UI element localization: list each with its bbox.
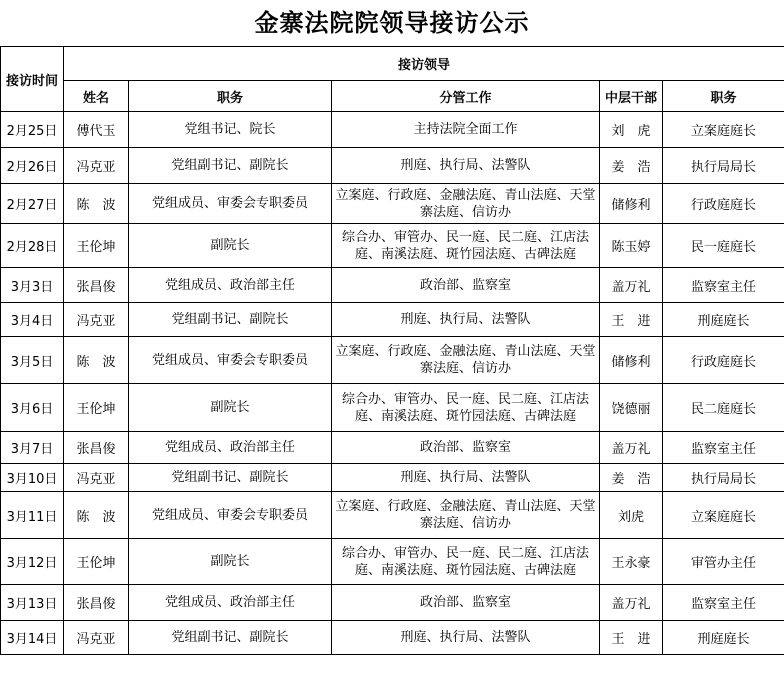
cell-work: 刑庭、执行局、法警队 xyxy=(332,621,600,655)
cell-cadre-duty: 刑庭庭长 xyxy=(663,621,784,655)
cell-cadre-duty: 执行局局长 xyxy=(663,464,784,492)
reception-table xyxy=(0,46,784,655)
cell-name: 冯克亚 xyxy=(64,464,129,492)
cell-date: 3月3日 xyxy=(1,268,64,303)
cell-work: 主持法院全面工作 xyxy=(332,112,600,148)
cell-cadre-duty: 立案庭庭长 xyxy=(663,112,784,148)
cell-cadre: 姜 浩 xyxy=(600,148,663,184)
cell-duty: 党组副书记、副院长 xyxy=(129,621,332,655)
cell-date: 3月13日 xyxy=(1,585,64,621)
cell-cadre: 盖万礼 xyxy=(600,585,663,621)
cell-name: 张昌俊 xyxy=(64,268,129,303)
cell-work: 立案庭、行政庭、金融法庭、青山法庭、天堂寨法庭、信访办 xyxy=(332,492,600,539)
table-row xyxy=(1,224,784,268)
cell-name: 王伦坤 xyxy=(64,539,129,585)
cell-cadre: 储修利 xyxy=(600,337,663,384)
header-time: 接访时间 xyxy=(1,47,64,112)
table-row xyxy=(1,303,784,337)
cell-duty: 党组成员、审委会专职委员 xyxy=(129,337,332,384)
table-row xyxy=(1,184,784,224)
cell-cadre-duty: 民二庭庭长 xyxy=(663,384,784,432)
header-name: 姓名 xyxy=(64,81,129,112)
cell-work: 立案庭、行政庭、金融法庭、青山法庭、天堂寨法庭、信访办 xyxy=(332,337,600,384)
cell-work: 刑庭、执行局、法警队 xyxy=(332,303,600,337)
cell-cadre: 饶德丽 xyxy=(600,384,663,432)
cell-cadre-duty: 监察室主任 xyxy=(663,268,784,303)
cell-duty: 党组成员、政治部主任 xyxy=(129,585,332,621)
cell-work: 刑庭、执行局、法警队 xyxy=(332,148,600,184)
cell-date: 3月6日 xyxy=(1,384,64,432)
table-row xyxy=(1,384,784,432)
cell-duty: 党组成员、政治部主任 xyxy=(129,432,332,464)
cell-date: 2月25日 xyxy=(1,112,64,148)
cell-cadre: 刘 虎 xyxy=(600,112,663,148)
cell-date: 2月28日 xyxy=(1,224,64,268)
cell-duty: 党组成员、审委会专职委员 xyxy=(129,492,332,539)
cell-cadre-duty: 行政庭庭长 xyxy=(663,337,784,384)
cell-date: 2月27日 xyxy=(1,184,64,224)
cell-duty: 党组副书记、副院长 xyxy=(129,148,332,184)
cell-duty: 党组副书记、副院长 xyxy=(129,303,332,337)
table-row xyxy=(1,621,784,655)
cell-name: 冯克亚 xyxy=(64,621,129,655)
cell-cadre-duty: 行政庭庭长 xyxy=(663,184,784,224)
cell-cadre-duty: 监察室主任 xyxy=(663,585,784,621)
cell-cadre: 姜 浩 xyxy=(600,464,663,492)
cell-work: 政治部、监察室 xyxy=(332,585,600,621)
table-row xyxy=(1,432,784,464)
cell-work: 立案庭、行政庭、金融法庭、青山法庭、天堂寨法庭、信访办 xyxy=(332,184,600,224)
table-row xyxy=(1,492,784,539)
table-row xyxy=(1,464,784,492)
table-row xyxy=(1,148,784,184)
table-row xyxy=(1,539,784,585)
cell-cadre-duty: 审管办主任 xyxy=(663,539,784,585)
cell-duty: 副院长 xyxy=(129,384,332,432)
cell-work: 政治部、监察室 xyxy=(332,432,600,464)
cell-cadre: 盖万礼 xyxy=(600,268,663,303)
header-duty: 职务 xyxy=(129,81,332,112)
cell-cadre-duty: 立案庭庭长 xyxy=(663,492,784,539)
cell-name: 冯克亚 xyxy=(64,148,129,184)
cell-cadre-duty: 民一庭庭长 xyxy=(663,224,784,268)
table-row xyxy=(1,337,784,384)
cell-name: 陈 波 xyxy=(64,337,129,384)
cell-cadre: 陈玉婷 xyxy=(600,224,663,268)
cell-date: 3月5日 xyxy=(1,337,64,384)
table-row xyxy=(1,112,784,148)
cell-date: 2月26日 xyxy=(1,148,64,184)
cell-work: 综合办、审管办、民一庭、民二庭、江店法庭、南溪法庭、斑竹园法庭、古碑法庭 xyxy=(332,224,600,268)
cell-cadre: 储修利 xyxy=(600,184,663,224)
header-leader-group: 接访领导 xyxy=(64,47,784,81)
cell-duty: 副院长 xyxy=(129,224,332,268)
cell-cadre: 盖万礼 xyxy=(600,432,663,464)
cell-date: 3月10日 xyxy=(1,464,64,492)
cell-cadre: 王 进 xyxy=(600,303,663,337)
cell-cadre: 王永豪 xyxy=(600,539,663,585)
cell-date: 3月12日 xyxy=(1,539,64,585)
cell-name: 冯克亚 xyxy=(64,303,129,337)
cell-cadre-duty: 执行局局长 xyxy=(663,148,784,184)
cell-name: 傅代玉 xyxy=(64,112,129,148)
cell-date: 3月14日 xyxy=(1,621,64,655)
cell-name: 陈 波 xyxy=(64,184,129,224)
cell-work: 综合办、审管办、民一庭、民二庭、江店法庭、南溪法庭、斑竹园法庭、古碑法庭 xyxy=(332,539,600,585)
cell-date: 3月7日 xyxy=(1,432,64,464)
table-row xyxy=(1,585,784,621)
cell-cadre-duty: 监察室主任 xyxy=(663,432,784,464)
cell-work: 刑庭、执行局、法警队 xyxy=(332,464,600,492)
cell-duty: 副院长 xyxy=(129,539,332,585)
cell-work: 综合办、审管办、民一庭、民二庭、江店法庭、南溪法庭、斑竹园法庭、古碑法庭 xyxy=(332,384,600,432)
header-work: 分管工作 xyxy=(332,81,600,112)
table-row xyxy=(1,268,784,303)
cell-name: 张昌俊 xyxy=(64,585,129,621)
cell-name: 张昌俊 xyxy=(64,432,129,464)
cell-name: 王伦坤 xyxy=(64,384,129,432)
cell-cadre: 王 进 xyxy=(600,621,663,655)
cell-duty: 党组成员、审委会专职委员 xyxy=(129,184,332,224)
cell-duty: 党组书记、院长 xyxy=(129,112,332,148)
cell-date: 3月4日 xyxy=(1,303,64,337)
cell-cadre-duty: 刑庭庭长 xyxy=(663,303,784,337)
page-title: 金寨法院院领导接访公示 xyxy=(254,8,530,37)
header-cadre-duty: 职务 xyxy=(663,81,784,112)
cell-work: 政治部、监察室 xyxy=(332,268,600,303)
cell-cadre: 刘虎 xyxy=(600,492,663,539)
cell-name: 陈 波 xyxy=(64,492,129,539)
cell-name: 王伦坤 xyxy=(64,224,129,268)
cell-date: 3月11日 xyxy=(1,492,64,539)
header-cadre: 中层干部 xyxy=(600,81,663,112)
cell-duty: 党组成员、政治部主任 xyxy=(129,268,332,303)
cell-duty: 党组副书记、副院长 xyxy=(129,464,332,492)
